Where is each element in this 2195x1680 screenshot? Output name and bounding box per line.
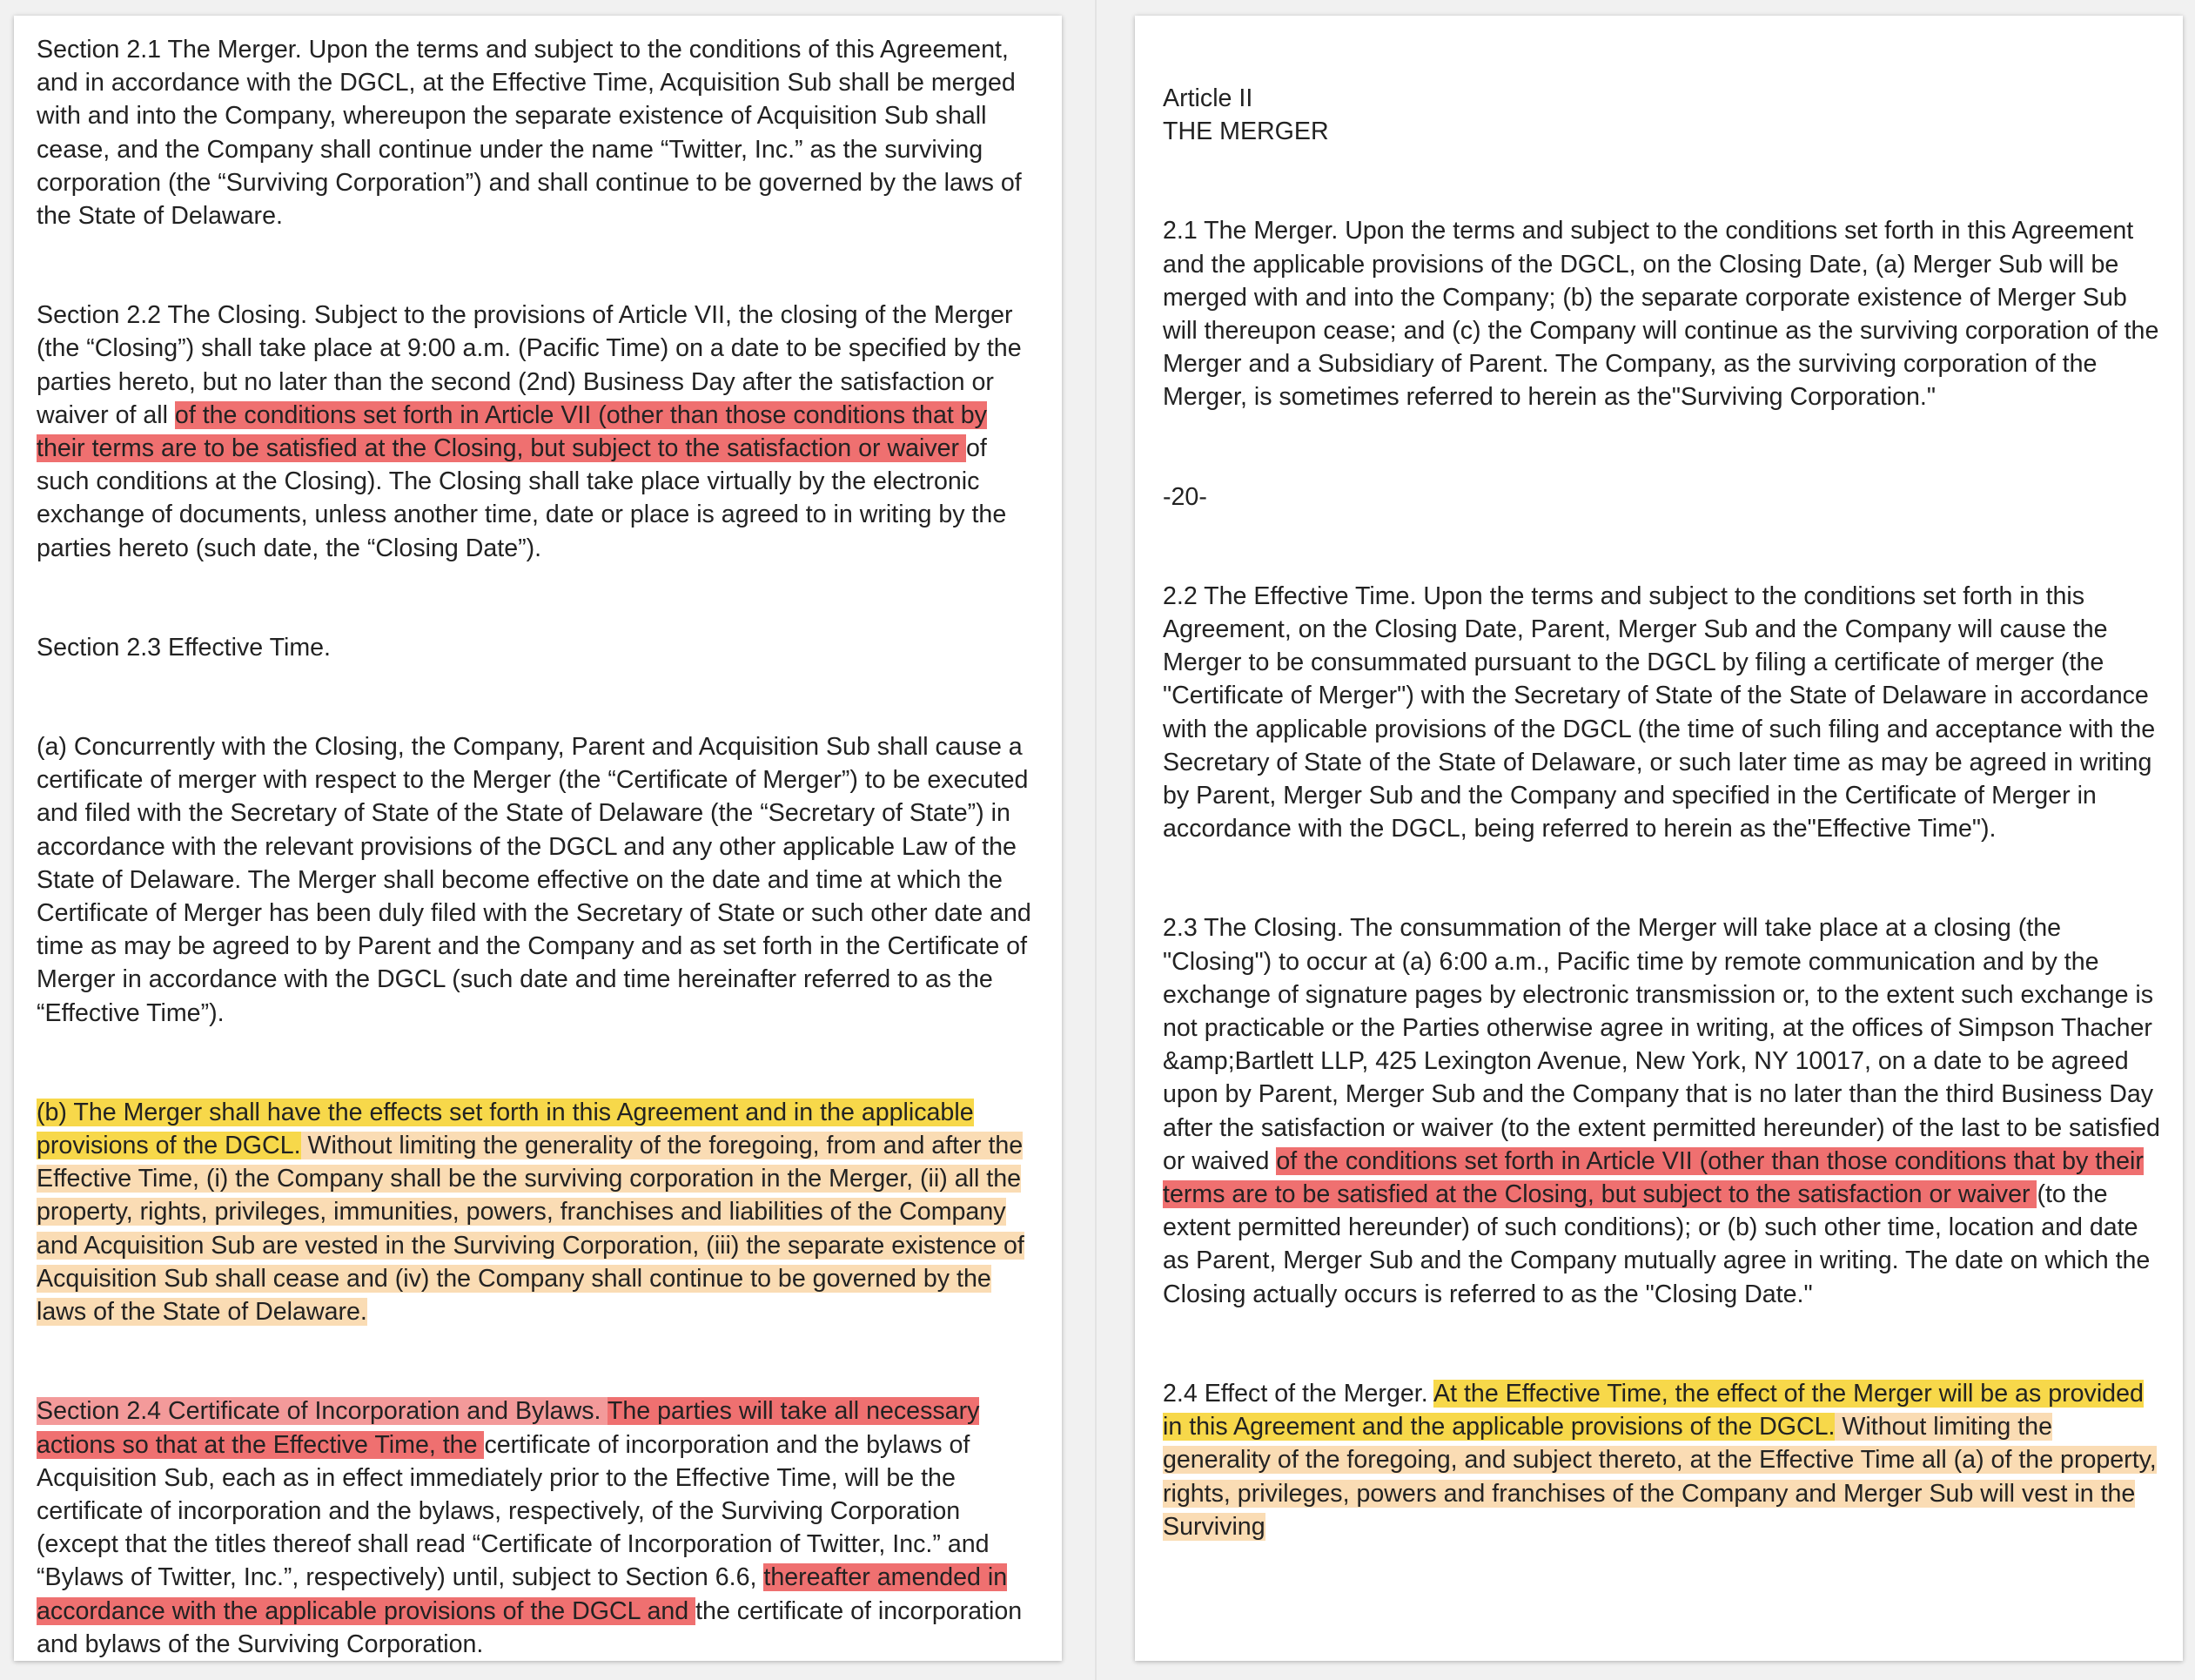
left-section-2-4-red-highlight: The parties will take all necessary actions so that at the Effective Time, the: [37, 1397, 980, 1459]
left-section-2-2-text: Section 2.2 The Closing. Subject to the provisions of Article VII, the closing of the Merger (the “Closing”) shall take place at 9:00 a.m. (Pacific Time) on a date to be specified by the parties hereto, but no later than the second (2nd) Business Day after the satisfaction or waiver of all: [37, 301, 1022, 429]
left-section-2-4-red-highlight-2: thereafter amended in accordance with the applicable provisions of the DGCL and: [37, 1563, 1008, 1625]
right-section-2-4-yellow-highlight: At the Effective Time, the effect of the Merger will be as provided in this Agreement and the applicable provisions of the DGCL.: [1163, 1379, 2144, 1441]
right-section-2-2: [1163, 580, 2165, 846]
left-section-2-3-a-text: (a) Concurrently with the Closing, the Company, Parent and Acquisition Sub shall cause a certificate of merger with respect to the Merger (the “Certificate of Merger”) to be executed and filed with the Secretary of State of the State of Delaware (the “Secretary of State”) in accordance with the relevant provisions of the DGCL and any other applicable Law of the State of Delaware. The Merger shall become effective on the date and time at which the Certificate of Merger has been duly filed with the Secretary of State or such other date and time as may be agreed to by Parent and the Company and as set forth in the Certificate of Merger in accordance with the DGCL (such date and time hereinafter referred to as the “Effective Time”).: [37, 733, 1031, 1027]
left-section-2-4-pink-highlight: Section 2.4 Certificate of Incorporation and Bylaws.: [37, 1397, 607, 1426]
right-section-2-1: [1163, 214, 2165, 413]
right-section-2-2-text: 2.2 The Effective Time. Upon the terms and subject to the conditions set forth in this Agreement, on the Closing Date, Parent, Merger Sub and the Company will cause the Merger to be consummated pursuant to the DGCL by filing a certificate of merger (the "Certificate of Merger") with the Secretary of State of the State of Delaware in accordance with the applicable provisions of the DGCL (the time of such filing and acceptance with the Secretary of State of the State of Delaware, or such later time as may be agreed in writing by Parent, Merger Sub and the Company and specified in the Certificate of Merger in accordance with the DGCL, being referred to herein as the"Effective Time").: [1163, 581, 2156, 843]
right-section-2-4-text: 2.4 Effect of the Merger.: [1163, 1379, 1434, 1408]
left-section-2-2-text-end: of such conditions at the Closing). The Closing shall take place virtually by the electronic exchange of documents, unless another time, date or place is agreed to in writing by the parties hereto (such date, the “Closing Date”).: [37, 434, 1007, 562]
left-document-page: [14, 16, 1062, 1661]
right-page-number-line: [1163, 480, 2165, 514]
left-section-2-4-text: certificate of incorporation and the bylaws of Acquisition Sub, each as in effect immediately prior to the Effective Time, will be the certificate of incorporation and the bylaws, respectively, of the Surviving Corporation (except that the titles thereof shall read “Certificate of Incorporation of Twitter, Inc.” and “Bylaws of Twitter, Inc.”, respectively) until, subject to Section 6.6,: [37, 1430, 990, 1592]
left-section-2-3-a: [37, 730, 1041, 1030]
right-article-number: Article II: [1163, 84, 1253, 112]
right-article-heading: [1163, 82, 2165, 115]
right-document-page: [1135, 16, 2183, 1661]
left-section-2-3-b-yellow-highlight: (b) The Merger shall have the effects set forth in this Agreement and in the applicable provisions of the DGCL.: [37, 1098, 974, 1160]
left-section-2-3-title: Section 2.3 Effective Time.: [37, 633, 332, 662]
right-page-number: -20-: [1163, 482, 1207, 511]
right-article-title-line: [1163, 115, 2165, 148]
left-section-2-3-b-peach-highlight: Without limiting the generality of the foregoing, from and after the Effective Time, (i) the Company shall be the surviving corporation in the Merger, (ii) all the property, rights, privileges, immunities, powers, franchises and liabilities of the Company and Acquisition Sub are vested in the Surviving Corporation, (iii) the separate existence of Acquisition Sub shall cease and (iv) the Company shall continue to be governed by the laws of the State of Delaware.: [37, 1132, 1024, 1327]
right-section-2-3: [1163, 911, 2165, 1310]
right-section-2-1-text: 2.1 The Merger. Upon the terms and subject to the conditions set forth in this Agreement and the applicable provisions of the DGCL, on the Closing Date, (a) Merger Sub will be merged with and into the Company; (b) the separate corporate existence of Merger Sub will thereupon cease; and (c) the Company will continue as the surviving corporation of the Merger and a Subsidiary of Parent. The Company, as the surviving corporation of the Merger, is sometimes referred to herein as the"Surviving Corporation.": [1163, 217, 2159, 412]
left-section-2-3-heading: [37, 631, 1041, 664]
left-section-2-1: [37, 33, 1041, 232]
column-divider: [1095, 0, 1097, 1680]
left-section-2-3-b: [37, 1096, 1041, 1328]
right-section-2-3-highlight: of the conditions set forth in Article VII (other than those conditions that by their terms are to be satisfied at the Closing, but subject to the satisfaction or waiver: [1163, 1146, 2144, 1209]
right-section-2-4: [1163, 1377, 2165, 1543]
right-section-2-4-peach-highlight: Without limiting the generality of the foregoing, and subject thereto, at the Effective Time all (a) of the property, rights, privileges, powers and franchises of the Company and Merger Sub will vest in the Surviving: [1163, 1413, 2157, 1541]
right-section-2-3-text-end: (to the extent permitted hereunder) of such conditions); or (b) such other time, location and date as Parent, Merger Sub and the Company mutually agree in writing. The date on which the Closing actually occurs is referred to as the "Closing Date.": [1163, 1180, 2151, 1308]
left-section-2-2: [37, 299, 1041, 565]
left-section-2-1-text: Section 2.1 The Merger. Upon the terms and subject to the conditions of this Agreement, and in accordance with the DGCL, at the Effective Time, Acquisition Sub shall be merged with and into the Company, whereupon the separate existence of Acquisition Sub shall cease, and the Company shall continue under the name “Twitter, Inc.” as the surviving corporation (the “Surviving Corporation”) and shall continue to be governed by the laws of the State of Delaware.: [37, 36, 1022, 231]
right-section-2-3-text: 2.3 The Closing. The consummation of the Merger will take place at a closing (the "Closing") to occur at (a) 6:00 a.m., Pacific time by remote communication and by the exchange of signature pages by electronic transmission or, to the extent such exchange is not practicable or the Parties otherwise agree in writing, at the offices of Simpson Thacher &amp;Bartlett LLP, 425 Lexington Avenue, New York, NY 10017, on a date to be agreed upon by Parent, Merger Sub and the Company that is no later than the third Business Day after the satisfaction or waiver (to the extent permitted hereunder) of the last to be satisfied or waived: [1163, 914, 2160, 1175]
right-article-title: THE MERGER: [1163, 118, 1329, 146]
left-section-2-4: [37, 1394, 1041, 1661]
left-section-2-4-text-end: the certificate of incorporation and bylaws of the Surviving Corporation.: [37, 1596, 1023, 1658]
left-section-2-2-highlight: of the conditions set forth in Article VII (other than those conditions that by their terms are to be satisfied at the Closing, but subject to the satisfaction or waiver: [37, 400, 987, 463]
